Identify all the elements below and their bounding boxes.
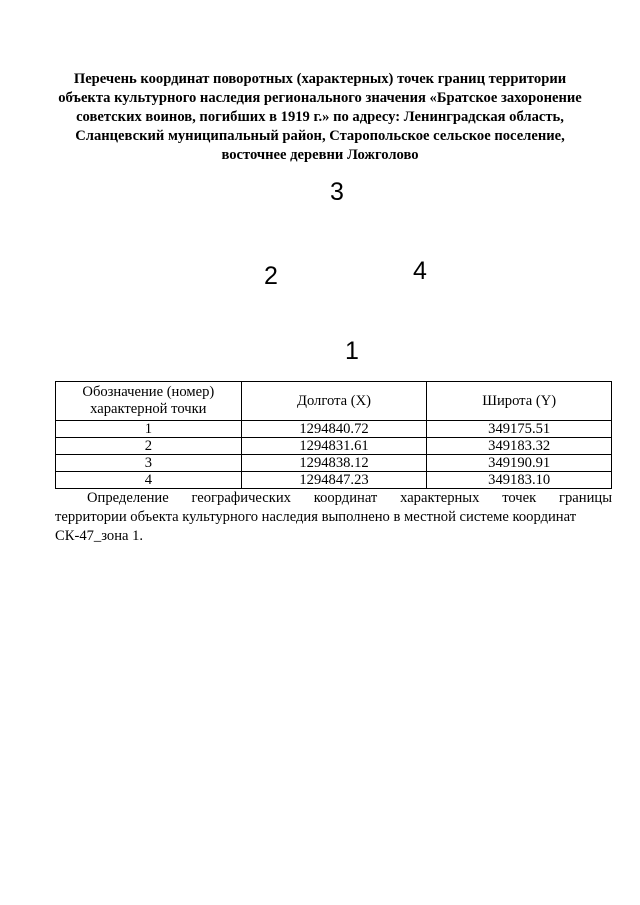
scheme-point-1-label: 1	[345, 337, 359, 365]
coordinate-system-note	[55, 489, 612, 546]
note-line: территории объекта культурного наследия выполнено в местной системе координат	[55, 509, 577, 525]
cell-latitude: 349190.91	[427, 455, 612, 472]
cell-point-number: 4	[56, 472, 242, 489]
header-point-number: Обозначение (номер) характерной точки	[56, 382, 242, 421]
cell-latitude: 349175.51	[427, 421, 612, 438]
title-line: советских воинов, погибших в 1919 г.» по адресу: Ленинградская область,	[76, 109, 564, 125]
scheme-point-4-label: 4	[413, 257, 427, 285]
header-latitude: Широта (Y)	[427, 382, 612, 421]
cell-longitude: 1294838.12	[241, 455, 427, 472]
cell-longitude: 1294840.72	[241, 421, 427, 438]
header-longitude: Долгота (X)	[241, 382, 427, 421]
title-line: объекта культурного наследия регионального значения «Братское захоронение	[58, 90, 582, 106]
cell-longitude: 1294831.61	[241, 438, 427, 455]
note-line: СК-47_зона 1.	[55, 528, 144, 544]
title-line: Перечень координат поворотных (характерных) точек границ территории	[73, 71, 567, 87]
table-row	[56, 421, 612, 438]
cell-latitude: 349183.10	[427, 472, 612, 489]
cell-longitude: 1294847.23	[241, 472, 427, 489]
cell-latitude: 349183.32	[427, 438, 612, 455]
scheme-point-2-label: 2	[264, 262, 278, 290]
document-title	[40, 70, 600, 165]
title-line: Сланцевский муниципальный район, Старопольское сельское поселение,	[75, 128, 565, 144]
table-row	[56, 472, 612, 489]
cell-point-number: 2	[56, 438, 242, 455]
note-line: Определение географических координат характерных точек границы	[87, 490, 612, 506]
title-line: восточнее деревни Ложголово	[221, 147, 419, 163]
scheme-point-3-label: 3	[330, 178, 344, 206]
coordinates-table	[55, 381, 612, 489]
cell-point-number: 3	[56, 455, 242, 472]
table-header-row	[56, 382, 612, 421]
cell-point-number: 1	[56, 421, 242, 438]
table-row	[56, 455, 612, 472]
table-row	[56, 438, 612, 455]
